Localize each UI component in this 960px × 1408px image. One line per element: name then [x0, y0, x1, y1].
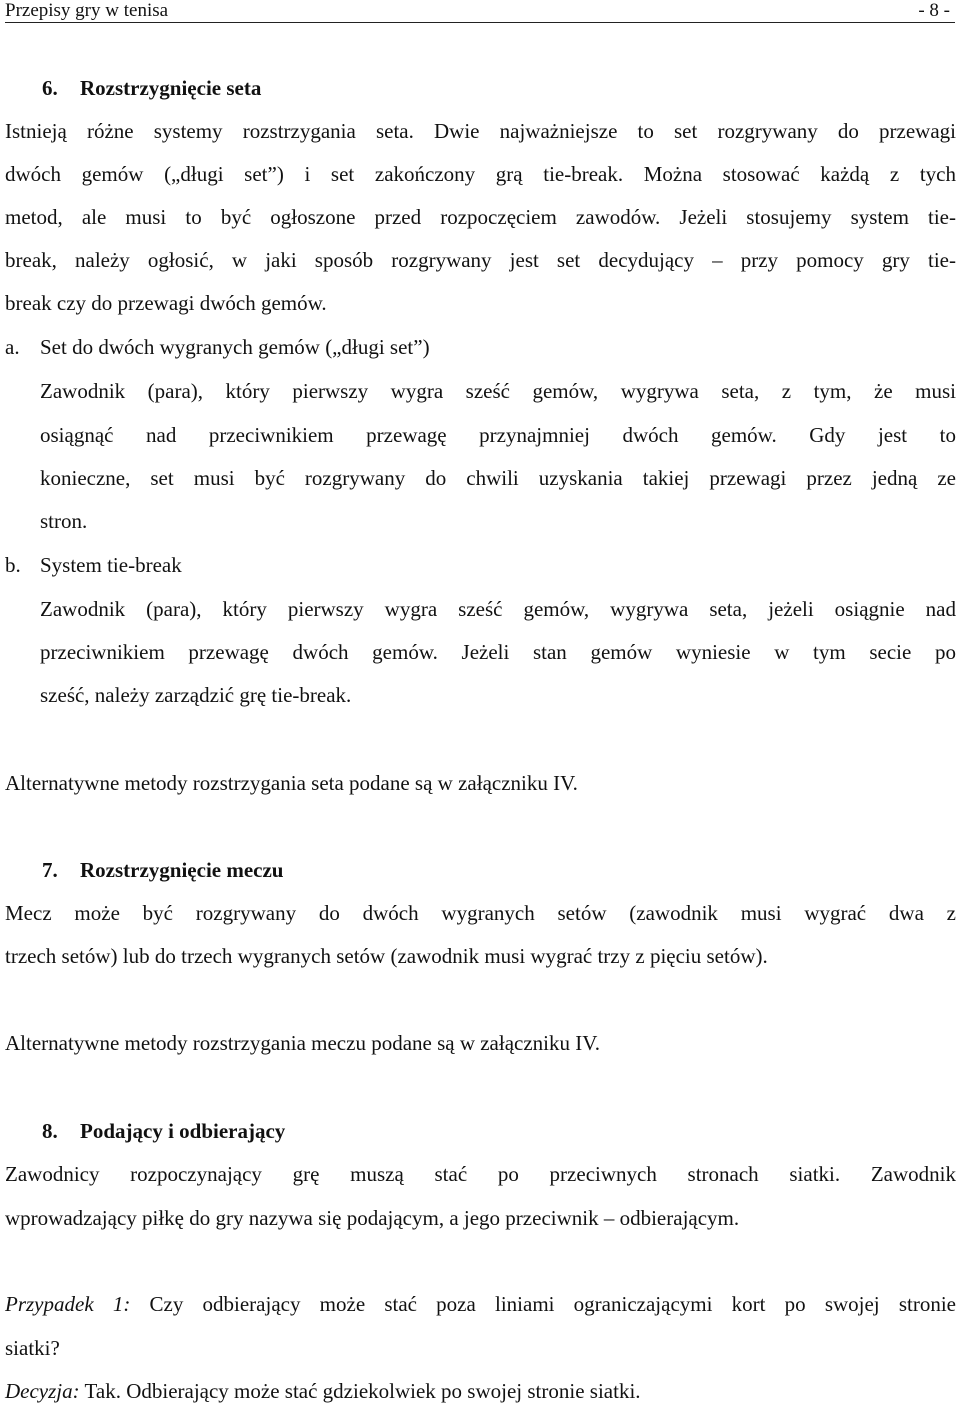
paragraph-line: osiągnąć nad przeciwnikiem przewagę przynajmniej dwóch gemów. Gdy jest to: [40, 423, 956, 447]
list-item-title: Set do dwóch wygranych gemów („długi set”): [40, 335, 430, 359]
paragraph-line: konieczne, set musi być rozgrywany do chwili uzyskania takiej przewagi przez jedną ze: [40, 466, 956, 490]
section-number: 6.: [42, 76, 58, 100]
paragraph-line: stron.: [40, 509, 88, 533]
page-number: - 8 -: [918, 0, 950, 21]
paragraph-line: wprowadzający piłkę do gry nazywa się podającym, a jego przeciwnik – odbierającym.: [5, 1206, 740, 1230]
paragraph-line: sześć, należy zarządzić grę tie-break.: [40, 683, 352, 707]
paragraph-line: Zawodnik (para), który pierwszy wygra sześć gemów, wygrywa seta, z tym, że musi: [40, 379, 956, 403]
paragraph-line: Mecz może być rozgrywany do dwóch wygranych setów (zawodnik musi wygrać dwa z: [5, 901, 956, 925]
section-7-note: Alternatywne metody rozstrzygania meczu podane są w załączniku IV.: [5, 1031, 600, 1055]
paragraph-line: dwóch gemów („długi set”) i set zakończony grą tie-break. Można stosować każdą z tych: [5, 162, 956, 186]
paragraph-line: Istnieją różne systemy rozstrzygania seta. Dwie najważniejsze to set rozgrywany do przewagi: [5, 119, 956, 143]
section-6-note: Alternatywne metody rozstrzygania seta podane są w załączniku IV.: [5, 771, 578, 795]
section-number: 7.: [42, 858, 58, 882]
section-title: Podający i odbierający: [80, 1119, 286, 1143]
paragraph-line: przeciwnikiem przewagę dwóch gemów. Jeżeli stan gemów wyniesie w tym secie po: [40, 640, 956, 664]
list-marker: b.: [5, 553, 21, 577]
paragraph-line: Zawodnik (para), który pierwszy wygra sześć gemów, wygrywa seta, jeżeli osiągnie nad: [40, 597, 956, 621]
list-item-a-heading: [5, 335, 430, 359]
section-title: Rozstrzygnięcie meczu: [80, 858, 284, 882]
section-6-heading: [42, 76, 261, 100]
case-text: Czy odbierający może stać poza liniami ograniczającymi kort po swojej stronie: [130, 1292, 956, 1316]
paragraph-line: trzech setów) lub do trzech wygranych setów (zawodnik musi wygrać trzy z pięciu setów).: [5, 944, 768, 968]
decision-line: [5, 1379, 641, 1403]
decision-text: Tak. Odbierający może stać gdziekolwiek po swojej stronie siatki.: [79, 1379, 641, 1403]
paragraph-line: Zawodnicy rozpoczynający grę muszą stać po przeciwnych stronach siatki. Zawodnik: [5, 1162, 956, 1186]
list-marker: a.: [5, 335, 20, 359]
decision-label: Decyzja:: [5, 1379, 80, 1403]
document-title: Przepisy gry w tenisa: [5, 0, 169, 21]
case-line: [5, 1292, 956, 1316]
paragraph-line: metod, ale musi to być ogłoszone przed rozpoczęciem zawodów. Jeżeli stosujemy system tie-: [5, 205, 956, 229]
section-number: 8.: [42, 1119, 58, 1143]
case-label: Przypadek 1:: [5, 1292, 131, 1316]
paragraph-line: break, należy ogłosić, w jaki sposób rozgrywany jest set decydujący – przy pomocy gry tie-: [5, 248, 956, 272]
list-item-title: System tie-break: [40, 553, 182, 577]
section-7-heading: [42, 858, 284, 882]
section-title: Rozstrzygnięcie seta: [80, 76, 262, 100]
list-item-b-heading: [5, 553, 182, 577]
case-line-continuation: siatki?: [5, 1336, 60, 1360]
section-8-heading: [42, 1119, 285, 1143]
paragraph-line: break czy do przewagi dwóch gemów.: [5, 291, 327, 315]
page-header: [5, 0, 955, 23]
